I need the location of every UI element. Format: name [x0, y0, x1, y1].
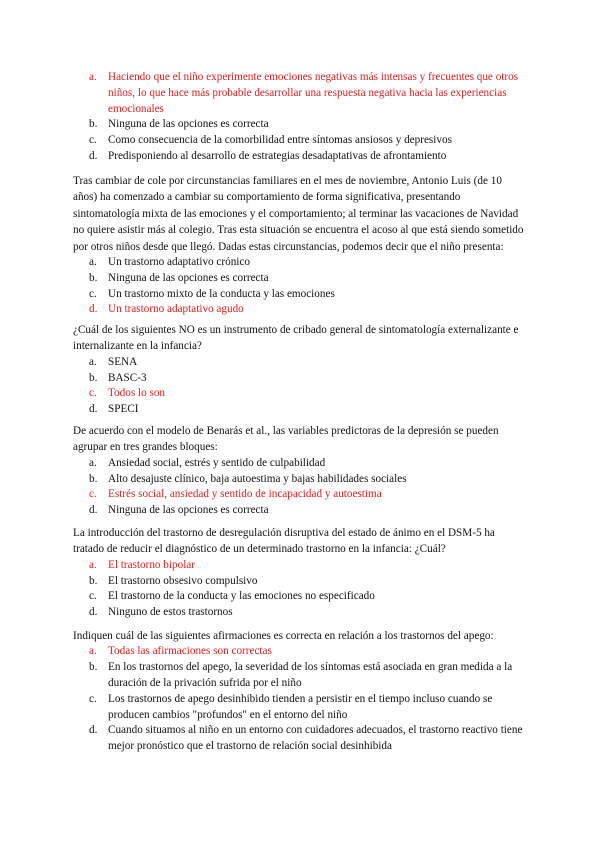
option-text: Ninguno de estos trastornos	[108, 606, 233, 619]
option-letter: c.	[89, 134, 97, 147]
option-text: Ninguna de las opciones es correcta	[108, 118, 269, 131]
option-b	[73, 472, 528, 488]
option-b	[73, 574, 528, 590]
option-letter: c.	[89, 387, 97, 400]
options-list	[73, 355, 528, 418]
option-text: El trastorno de la conducta y las emociones no especificado	[108, 590, 375, 603]
option-c	[73, 386, 528, 402]
option-a	[73, 456, 528, 472]
question-block-6	[73, 628, 528, 755]
option-d	[73, 402, 528, 418]
option-letter: b.	[89, 574, 98, 587]
option-letter: d.	[89, 504, 98, 517]
option-letter: b.	[89, 661, 98, 674]
question-text: Tras cambiar de cole por circunstancias familiares en el mes de noviembre, Antonio Luis (de 10 años) ha comenzado a cambiar su comportamiento de forma significativa, presentando sintomatología mixta de las emociones y el comportamiento; al terminar las vacaciones de Navidad no quiere asistir más al colegio. Tras esta situación se encuentra el acoso al que está siendo sometido por otros niños desde que llegó. Dadas estas circunstancias, podemos decir que el niño presenta:	[73, 175, 524, 253]
option-text: SENA	[108, 355, 138, 368]
option-letter: d.	[89, 724, 98, 737]
option-text: Haciendo que el niño experimente emociones negativas más intensas y frecuentes que otros niños, lo que hace más probable desarrollar una respuesta negativa hacia las experiencias emocionales	[108, 71, 519, 115]
option-c	[73, 692, 528, 724]
question-text: ¿Cuál de los siguientes NO es un instrumento de cribado general de sintomatología externalizante e internalizante en la infancia?	[73, 324, 519, 353]
question-text: Indiquen cuál de las siguientes afirmaciones es correcta en relación a los trastornos del apego:	[73, 630, 494, 642]
option-text: Ansiedad social, estrés y sentido de culpabilidad	[108, 456, 326, 469]
option-letter: a.	[89, 256, 97, 269]
option-text: Los trastornos de apego desinhibido tienden a persistir en el tiempo incluso cuando se producen cambios "profundos" en el entorno del niño	[108, 692, 493, 721]
option-d	[73, 302, 528, 318]
option-text: Todos lo son	[108, 387, 166, 400]
option-b	[73, 271, 528, 287]
option-letter: c.	[89, 488, 97, 501]
option-text: Predisponiendo al desarrollo de estrategias desadaptativas de afrontamiento	[108, 149, 447, 162]
option-text: El trastorno obsesivo compulsivo	[108, 574, 258, 587]
option-d	[73, 723, 528, 755]
question-text: De acuerdo con el modelo de Benarás et al., las variables predictoras de la depresión se pueden agrupar en tres grandes bloques:	[73, 425, 499, 454]
option-letter: d.	[89, 303, 98, 316]
option-text: Un trastorno adaptativo agudo	[108, 303, 244, 316]
option-letter: c.	[89, 287, 97, 300]
question-text: La introducción del trastorno de desregulación disruptiva del estado de ánimo en el DSM-5 ha tratado de reducir el diagnóstico de un determinado trastorno en la infancia: ¿Cuál?	[73, 527, 495, 556]
option-letter: c.	[89, 590, 97, 603]
option-text: Como consecuencia de la comorbilidad entre síntomas ansiosos y depresivos	[108, 134, 452, 147]
option-letter: b.	[89, 271, 98, 284]
option-text: Cuando situamos al niño en un entorno con cuidadores adecuados, el trastorno reactivo tiene mejor pronóstico que el trastorno de relación social desinhibida	[108, 724, 523, 753]
option-letter: a.	[89, 645, 97, 658]
options-list	[73, 255, 528, 318]
option-c	[73, 589, 528, 605]
option-letter: b.	[89, 371, 98, 384]
option-text: Alto desajuste clínico, baja autoestima y bajas habilidades sociales	[108, 472, 407, 485]
option-letter: d.	[89, 149, 98, 162]
option-letter: a.	[89, 71, 97, 83]
option-letter: a.	[89, 456, 97, 469]
option-text: SPECI	[108, 403, 139, 416]
option-a	[73, 355, 528, 371]
question-block-4	[73, 423, 528, 519]
option-text: El trastorno bipolar	[108, 558, 195, 571]
question-block-1	[73, 70, 528, 165]
option-letter: d.	[89, 403, 98, 416]
option-a	[73, 70, 528, 117]
option-d	[73, 149, 528, 165]
options-list	[73, 456, 528, 519]
option-c	[73, 287, 528, 303]
options-list	[73, 558, 528, 621]
option-c	[73, 487, 528, 503]
question-block-2	[73, 173, 528, 318]
option-letter: c.	[89, 692, 97, 705]
option-text: Un trastorno adaptativo crónico	[108, 256, 250, 269]
option-letter: a.	[89, 355, 97, 368]
option-a	[73, 255, 528, 271]
option-text: Ninguna de las opciones es correcta	[108, 271, 269, 284]
option-d	[73, 605, 528, 621]
option-letter: a.	[89, 558, 97, 571]
option-text: Todas las afirmaciones son correctas	[108, 645, 272, 658]
option-text: Un trastorno mixto de la conducta y las emociones	[108, 287, 335, 300]
option-letter: d.	[89, 606, 98, 619]
option-d	[73, 503, 528, 519]
option-b	[73, 117, 528, 133]
options-list	[73, 70, 528, 165]
question-block-5	[73, 525, 528, 621]
option-b	[73, 660, 528, 692]
options-list	[73, 644, 528, 755]
option-a	[73, 644, 528, 660]
option-b	[73, 371, 528, 387]
option-text: En los trastornos del apego, la severidad de los síntomas está asociada en gran medida a la duración de la privación sufrida por el niño	[108, 661, 513, 689]
option-text: Estrés social, ansiedad y sentido de incapacidad y autoestima	[108, 488, 382, 501]
option-letter: b.	[89, 472, 98, 485]
option-letter: b.	[89, 118, 98, 131]
option-text: Ninguna de las opciones es correcta	[108, 504, 269, 517]
option-c	[73, 133, 528, 149]
question-block-3	[73, 322, 528, 418]
option-text: BASC-3	[108, 371, 147, 384]
option-a	[73, 558, 528, 574]
